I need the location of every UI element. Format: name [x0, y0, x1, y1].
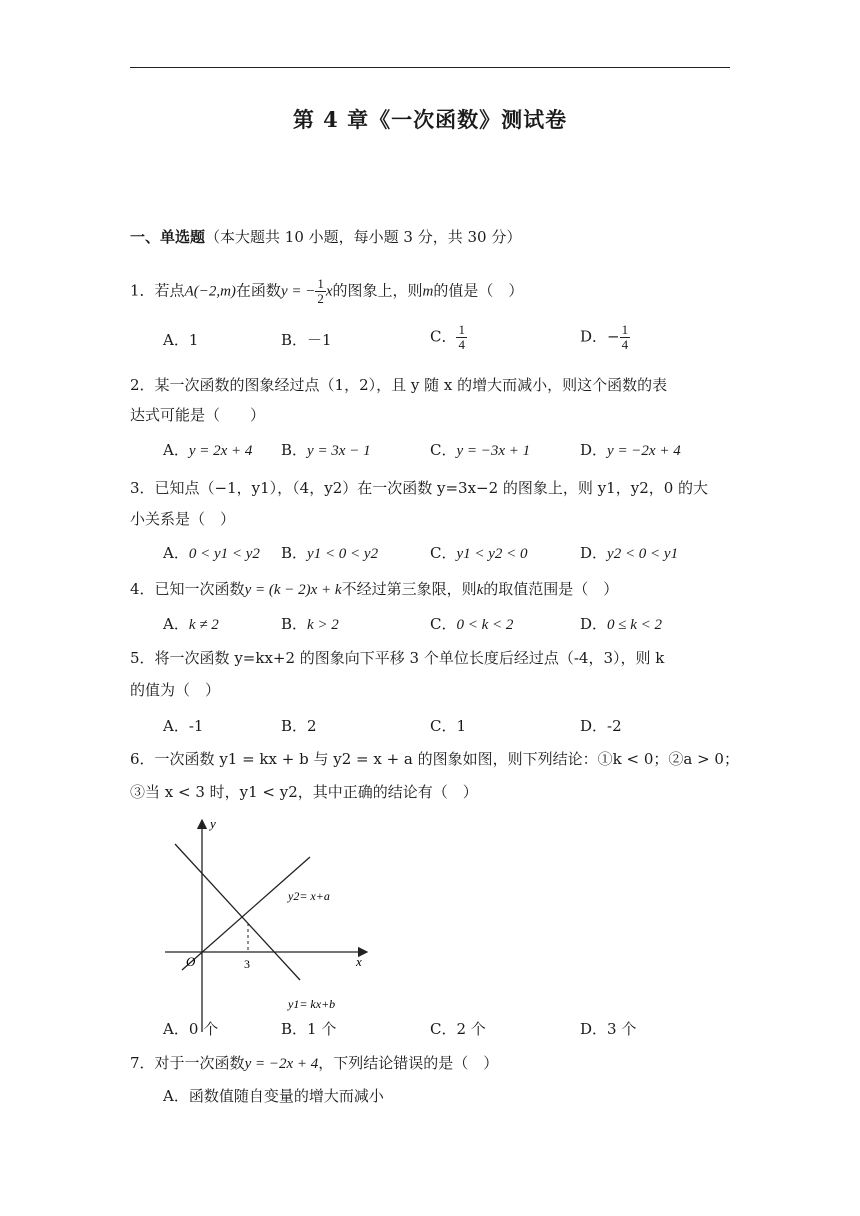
stem-text: 若点 [154, 281, 185, 300]
option-label: D．− [580, 327, 620, 346]
option-label: D． [580, 544, 608, 562]
fraction [456, 323, 467, 352]
math-expr: y1 < y2 < 0 [456, 546, 528, 562]
option-label: B． [281, 544, 308, 562]
stem-text: 不经过第三象限，则 [341, 580, 477, 598]
question-2-stem [130, 374, 667, 396]
section-heading [130, 226, 521, 248]
question-number: 4． [130, 580, 155, 598]
question-6-stem-cont: ③当 x < 3 时，y1 < y2，其中正确的结论有（ ） [130, 783, 478, 801]
fraction-denominator: 4 [458, 337, 465, 352]
page-title: 第 4 章《一次函数》测试卷 [292, 107, 568, 132]
math-var: k [476, 582, 484, 598]
option-c[interactable]: C．2 个 [430, 1020, 486, 1038]
math-expr: y = −3x + 1 [456, 443, 531, 459]
option-c[interactable] [430, 613, 513, 636]
tick-label-3: 3 [244, 957, 250, 971]
question-number: 3． [130, 479, 155, 497]
option-d[interactable] [580, 542, 678, 565]
math-expr: A(−2,m) [184, 283, 236, 300]
option-b[interactable]: B．－1 [281, 331, 332, 349]
question-3-stem [130, 477, 708, 499]
option-a[interactable] [163, 542, 260, 565]
math-expr: y = −2x + 4 [607, 443, 681, 459]
option-label: C． [430, 544, 457, 562]
option-c[interactable]: C．1 [430, 717, 467, 735]
option-a[interactable] [163, 439, 252, 462]
math-expr: k > 2 [307, 617, 339, 633]
stem-text: 的图象上，则 [332, 281, 423, 300]
section-heading-text: 一、单选题 [130, 228, 206, 246]
fraction-numerator: 1 [317, 276, 324, 291]
fraction-numerator: 1 [458, 322, 465, 337]
option-b[interactable] [281, 542, 378, 565]
option-label: C． [430, 327, 457, 346]
question-5-stem-cont: 的值为（ ） [130, 681, 221, 699]
option-a[interactable] [163, 613, 219, 636]
y-axis-label: y [210, 816, 216, 831]
math-expr: y = (k − 2)x + k [244, 582, 342, 598]
option-d[interactable] [580, 439, 681, 462]
option-c[interactable] [430, 542, 528, 565]
stem-text: 某一次函数的图象经过点（1，2），且 y 随 x 的增大而减小，则这个函数的表 [154, 376, 668, 394]
option-label: B． [281, 441, 308, 459]
stem-text: 将一次函数 y=kx+2 的图象向下平移 3 个单位长度后经过点（-4，3），则 k [154, 649, 665, 667]
option-a[interactable]: A．-1 [163, 717, 204, 735]
fraction-numerator: 1 [621, 322, 629, 337]
fraction [315, 277, 326, 306]
fraction [620, 323, 631, 352]
math-expr: 0 < k < 2 [456, 617, 514, 633]
option-c[interactable] [430, 323, 467, 352]
math-expr: y = 2x + 4 [188, 443, 253, 459]
line-y2 [182, 857, 310, 970]
math-expr: 0 < y1 < y2 [188, 546, 260, 562]
question-2-stem-cont: 达式可能是（ ） [130, 406, 266, 424]
math-expr: y = −2x + 4 [244, 1056, 319, 1072]
math-var: m [422, 283, 434, 300]
stem-text: 的取值范围是（ ） [483, 580, 619, 598]
math-expr: y = 3x − 1 [307, 443, 371, 459]
option-c[interactable] [430, 439, 530, 462]
option-label: C． [430, 615, 457, 633]
question-number: 7． [130, 1054, 155, 1072]
option-b[interactable] [281, 439, 371, 462]
option-label: A． [163, 544, 189, 562]
option-label: D． [580, 441, 608, 459]
header-rule [130, 67, 730, 68]
question-3-stem-cont: 小关系是（ ） [130, 510, 236, 528]
option-label: B． [281, 615, 308, 633]
math-expr: y2 < 0 < y1 [607, 546, 679, 562]
origin-label: O [186, 954, 196, 969]
option-label: A． [163, 441, 189, 459]
stem-text: 一次函数 y1 = kx + b 与 y2 = x + a 的图象如图，则下列结论：①k < 0；②a > 0； [154, 750, 739, 768]
option-d[interactable] [580, 323, 630, 352]
stem-text: 对于一次函数 [154, 1054, 245, 1072]
stem-text: ，下列结论错误的是（ ） [318, 1054, 499, 1072]
section-note: （本大题共 10 小题，每小题 3 分，共 30 分） [205, 228, 522, 246]
option-label: A． [163, 615, 189, 633]
question-4-stem [130, 578, 618, 601]
option-b[interactable] [281, 613, 339, 636]
math-expr: y1 < 0 < y2 [307, 546, 379, 562]
question-1-stem [130, 277, 523, 306]
question-7-stem [130, 1052, 498, 1075]
option-b[interactable]: B．1 个 [281, 1020, 337, 1038]
fraction-denominator: 2 [317, 291, 324, 306]
math-expr: x [325, 283, 333, 300]
question-number: 6． [130, 750, 155, 768]
option-label: C． [430, 441, 457, 459]
y2-label: y2= x+a [288, 889, 330, 903]
option-label: D． [580, 615, 608, 633]
stem-text: 已知一次函数 [154, 580, 245, 598]
x-axis-label: x [356, 954, 362, 969]
option-a[interactable]: A．函数值随自变量的增大而减小 [163, 1087, 384, 1105]
option-d[interactable] [580, 613, 662, 636]
question-5-stem [130, 647, 664, 669]
question-number: 1． [130, 281, 155, 300]
stem-text: 的值是（ ） [433, 281, 524, 300]
question-number: 2． [130, 376, 155, 394]
y1-label: y1= kx+b [288, 997, 336, 1011]
fraction-denominator: 4 [621, 337, 629, 352]
stem-text: 在函数 [235, 281, 281, 300]
option-a[interactable]: A．1 [163, 331, 199, 349]
option-a[interactable]: A．0 个 [163, 1020, 219, 1038]
stem-text: 已知点（−1，y1），（4，y2）在一次函数 y=3x−2 的图象上，则 y1，y2，0 的大 [154, 479, 709, 497]
question-number: 5． [130, 649, 155, 667]
option-d[interactable]: D．3 个 [580, 1020, 637, 1038]
question-6-stem [130, 748, 739, 770]
math-expr: k ≠ 2 [188, 617, 219, 633]
math-expr: 0 ≤ k < 2 [607, 617, 663, 633]
linear-functions-graph [160, 812, 375, 1042]
option-b[interactable]: B．2 [281, 717, 317, 735]
option-d[interactable]: D．-2 [580, 717, 622, 735]
math-expr: y = − [280, 283, 316, 300]
